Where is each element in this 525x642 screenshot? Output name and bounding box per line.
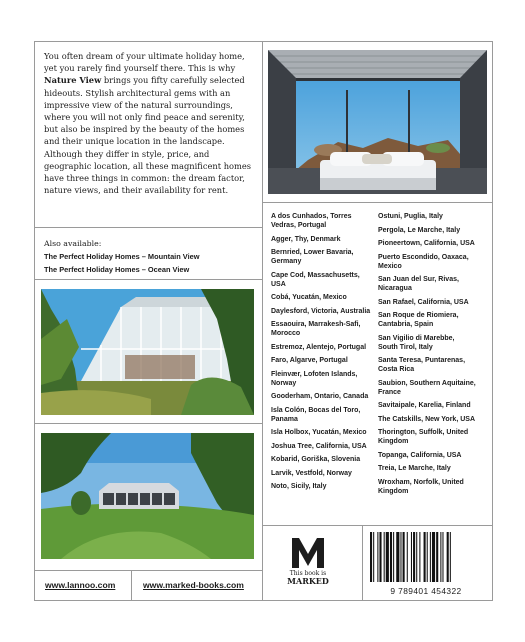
location-item: Kobarid, Goriška, Slovenia [271,456,361,463]
location-item: Bernried, Lower Bavaria, Germany [271,249,354,265]
location-item: Fleinvær, Lofoten Islands, Norway [271,370,358,387]
center-divider [262,41,263,601]
location-item: Estremoz, Alentejo, Portugal [271,343,367,351]
location-item: Joshua Tree, California, USA [271,442,367,450]
footer-divider-right [362,525,363,601]
barcode-bars [367,532,485,584]
location-item: Thorington, Suffolk, United Kingdom [378,429,469,445]
brand-name: Nature View [44,75,102,86]
location-list-right [378,212,476,500]
location-item: Pergola, Le Marche, Italy [378,226,461,234]
location-item: Ostuni, Puglia, Italy [378,213,443,220]
location-item: San Roque de Riomiera, Cantabria, Spain [378,312,459,328]
marked-tagline-1: This book is [289,570,327,577]
isbn-barcode [367,532,485,596]
location-item: The Catskills, New York, USA [378,415,475,423]
location-item: Gooderham, Ontario, Canada [271,393,369,400]
glass-house-photo [41,289,254,415]
location-item: Isla Colón, Bocas del Toro, Panama [271,406,361,423]
also-divider [34,279,263,280]
bedroom-photo-divider [262,202,493,203]
also-available [44,237,254,276]
location-item: Isla Holbox, Yucatán, Mexico [271,429,367,436]
location-item: Daylesford, Victoria, Australia [271,307,371,315]
location-item: San Rafael, California, USA [378,298,469,306]
intro-part2: brings you fifty carefully selected hideouts. Stylish architectural gems with an impressive view of the natural surroundings, where you will not only find peace and serenity, but also be inspired by the beauty of the homes and their unique location in the landscape. Although they differ in style, price, and geographic location, all these magnificent homes have three things in common: the dream factor, nature views, and their availability for rent. [44,75,252,196]
location-item: San Juan del Sur, Rivas, Nicaragua [378,276,459,292]
location-item: Faro, Algarve, Portugal [271,357,348,364]
location-item: Puerto Escondido, Oaxaca, Mexico [378,253,469,270]
lannoo-link[interactable]: www.lannoo.com [45,580,116,590]
location-item: Cape Cod, Massachusetts, USA [271,271,360,288]
location-item: Topanga, California, USA [378,451,462,459]
intro-text [44,50,254,196]
location-item: Cobá, Yucatán, Mexico [271,294,347,301]
location-list-left [271,212,371,496]
isbn-digits: 9 789401 454322 [390,586,462,596]
location-item: Pioneertown, California, USA [378,240,475,247]
footer-divider [34,570,263,571]
location-item: Savitaipale, Karelia, Finland [378,402,471,409]
bedroom-photo [268,50,487,194]
location-item: Wroxham, Norfolk, United Kingdom [378,478,464,495]
marked-books-link[interactable]: www.marked-books.com [143,580,244,590]
location-item: Larvik, Vestfold, Norway [271,469,352,477]
photo-divider [34,423,263,424]
location-item: San Vigilio di Marebbe, South Tirol, Italy [378,334,455,351]
marked-tagline-2: MARKED [287,576,329,586]
location-item: Saubion, Southern Aquitaine, France [378,379,476,396]
list-divider [262,525,493,526]
also-item-ocean-view: The Perfect Holiday Homes – Ocean View [44,265,190,274]
location-item: A dos Cunhados, Torres Vedras, Portugal [271,213,352,229]
location-item: Noto, Sicily, Italy [271,483,327,490]
location-item: Santa Teresa, Puntarenas, Costa Rica [378,357,466,373]
rural-house-photo [41,433,254,559]
location-item: Essaouira, Marrakesh-Safi, Morocco [271,321,361,337]
location-item: Agger, Thy, Denmark [271,235,341,243]
marked-logo [283,536,333,586]
intro-part1: You often dream of your ultimate holiday home, yet you rarely find yourself there. This is why [44,51,245,74]
intro-divider [34,227,263,228]
also-item-mountain-view: The Perfect Holiday Homes – Mountain View [44,252,200,261]
footer-divider-left [131,570,132,601]
also-title: Also available: [44,239,102,248]
marked-m-icon [290,536,326,570]
location-item: Treia, Le Marche, Italy [378,465,451,472]
